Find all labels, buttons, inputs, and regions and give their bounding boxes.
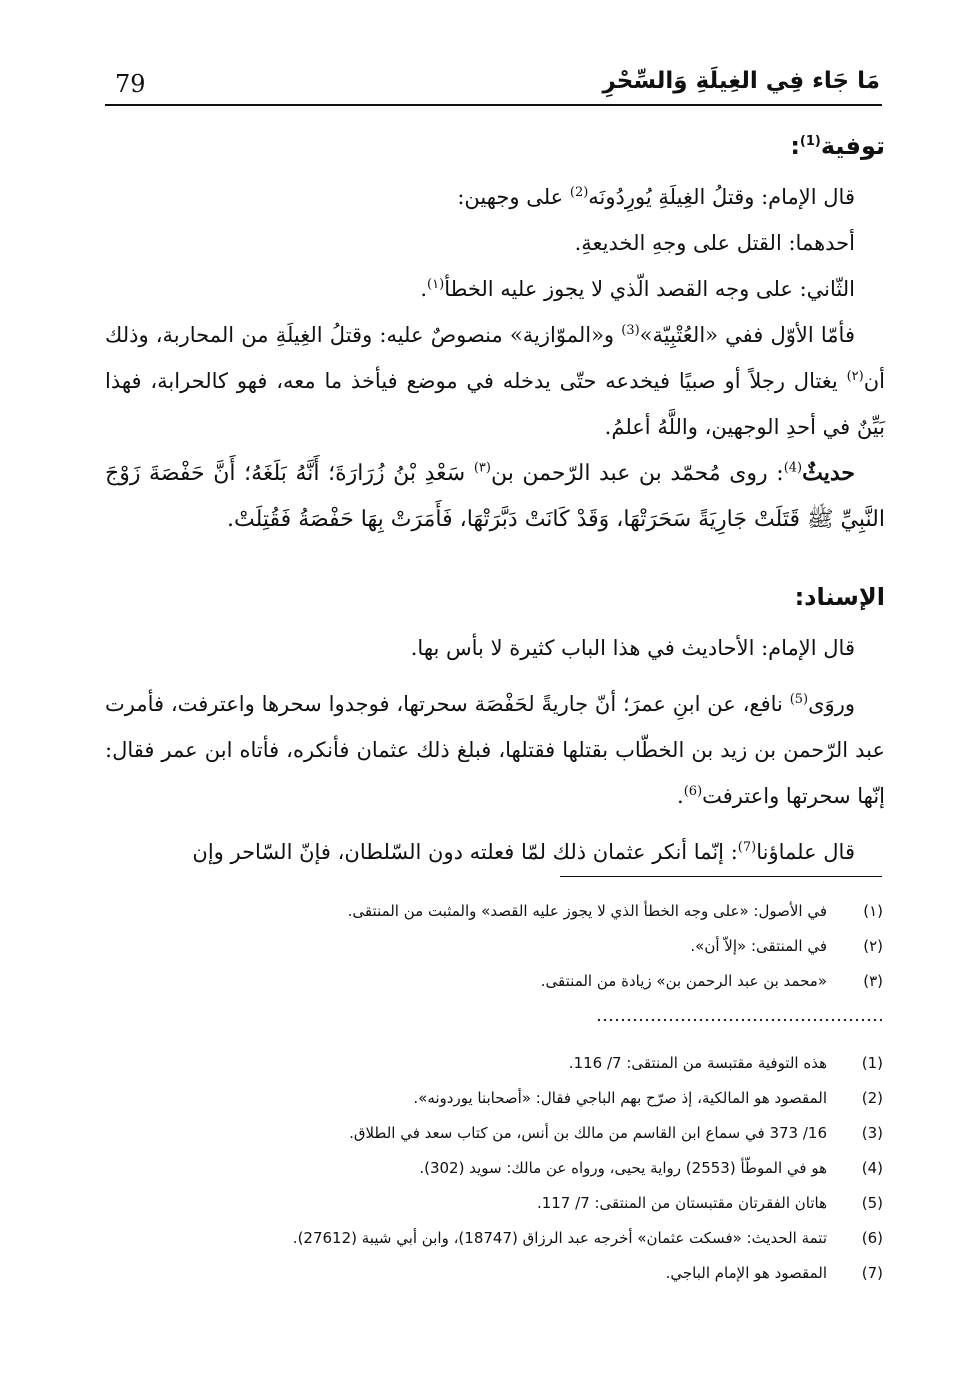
text-run: : إنّما أنكر عثمان ذلك لمّا فعلته دون السّلطان، فإنّ السّاحر وإن xyxy=(192,840,738,864)
text-run: و«الموّازية» منصوصٌ عليه: وقتلُ الغِيلَةِ من المحاربة، وذلك أن xyxy=(105,323,885,393)
footnote xyxy=(150,1186,885,1221)
author-footnotes xyxy=(150,1046,885,1291)
heading-text: توفية xyxy=(820,132,885,160)
footnote-ref: (5) xyxy=(789,692,809,707)
paragraph xyxy=(105,312,885,450)
paragraph xyxy=(105,266,885,312)
footnote-ref: (6) xyxy=(683,784,703,799)
footnote-number: (١) xyxy=(863,902,883,920)
page-number: 79 xyxy=(115,70,146,98)
text-run: نافع، عن ابنِ عمرَ؛ أنّ جاريةً لحَفْصَة سحرتها، فوجدوا سحرها واعترفت، فأمرت عبد الرّحمن بن زيد بن الخطّاب بقتلها فقتلها، فبلغ ذلك عثمان فأنكره، فأتاه ابن عمر فقال: إنّها سحرتها واعترفت xyxy=(105,692,885,808)
footnote xyxy=(150,1046,885,1081)
paragraph xyxy=(105,829,885,875)
footnote xyxy=(150,964,885,999)
footnote-ref: (١) xyxy=(427,277,445,292)
footnote-ref: (1) xyxy=(799,134,821,149)
hadith-paragraph xyxy=(105,450,885,543)
text-run: قال الإمام: وقتلُ الغِيلَةِ يُورِدُونَه xyxy=(588,185,855,209)
text-run: . xyxy=(677,784,684,808)
footnote-number: (2) xyxy=(861,1089,883,1107)
main-text xyxy=(105,118,885,875)
running-title: مَا جَاء فِي الغِيلَةِ وَالسِّحْرِ xyxy=(602,68,880,94)
footnote-ref: (7) xyxy=(737,840,757,855)
footnote-ref: (4) xyxy=(783,460,803,476)
footnote-ref: (3) xyxy=(621,323,640,338)
footnote-text: المقصود هو المالكية، إذ صرّح بهم الباجي فقال: «أصحابنا يوردونه». xyxy=(413,1089,827,1107)
text-run: : روى مُحمّد بن عبد الرّحمن بن xyxy=(490,461,784,486)
text-run: . xyxy=(420,277,428,301)
footnote-text: في المنتقى: «إلاّ أن». xyxy=(690,937,827,955)
spacer xyxy=(105,543,885,569)
footnote-text: هاتان الفقرتان مقتبستان من المنتقى: 7/ 117. xyxy=(536,1194,827,1212)
footnote-number: (1) xyxy=(861,1054,883,1072)
editor-footnotes xyxy=(150,894,885,999)
text-run: سَعْدِ بْنُ زُرَارَةَ؛ أَنَّهُ بَلَغَهُ؛ أَنَّ حَفْصَةَ زَوْجَ النَّبِيِّ ﷺ قَتَلَتْ جَارِيَةً سَحَرَتْهَا، وَقَدْ كَانَتْ دَبَّرَتْهَا، فَأَمَرَتْ بِهَا حَفْصَةُ فَقُتِلَتْ. xyxy=(105,461,885,532)
header-rule xyxy=(105,104,882,106)
paragraph: قال الإمام: الأحاديث في هذا الباب كثيرة لا بأس بها. xyxy=(410,636,855,660)
spacer xyxy=(105,819,885,829)
paragraph xyxy=(105,174,885,220)
footnote-rule xyxy=(560,876,882,877)
section-heading-isnad: الإسناد: xyxy=(794,583,885,611)
footnote-text: «محمد بن عبد الرحمن بن» زيادة من المنتقى. xyxy=(540,972,827,990)
footnote-text: هذه التوفية مقتبسة من المنتقى: 7/ 116. xyxy=(568,1054,827,1072)
text-run: قال علماؤنا xyxy=(756,840,855,864)
paragraph xyxy=(105,681,885,819)
footnote-ref: (٢) xyxy=(846,369,864,384)
footnote xyxy=(150,929,885,964)
text-run: فأمّا الأوّل ففي «العُتْبِيّة» xyxy=(639,323,855,347)
paragraph: أحدهما: القتل على وجهِ الخديعةِ. xyxy=(574,231,855,255)
dotted-separator xyxy=(596,1018,882,1022)
footnote xyxy=(150,1221,885,1256)
footnote-text: في الأصول: «على وجه الخطأ الذي لا يجوز عليه القصد» والمثبت من المنتقى. xyxy=(347,902,827,920)
footnote-text: المقصود هو الإمام الباجي. xyxy=(665,1264,827,1282)
footnote-number: (3) xyxy=(861,1124,883,1142)
text-run: الثّاني: على وجه القصد الّذي لا يجوز عليه الخطأ xyxy=(444,277,855,301)
footnote xyxy=(150,1151,885,1186)
text-run: على وجهين: xyxy=(457,185,570,209)
footnote-text: تتمة الحديث: «فسكت عثمان» أخرجه عبد الرزاق (18747)، وابن أبي شيبة (27612). xyxy=(292,1229,827,1247)
footnote xyxy=(150,1116,885,1151)
footnote-number: (4) xyxy=(861,1159,883,1177)
hadith-label: حديثٌ xyxy=(802,460,855,486)
footnote-text: هو في الموطّأ (2553) رواية يحيى، ورواه عن مالك: سويد (302). xyxy=(419,1159,827,1177)
footnote-number: (7) xyxy=(861,1264,883,1282)
section-heading-tawfiya xyxy=(105,118,885,174)
footnote-number: (٢) xyxy=(863,937,883,955)
heading-colon: : xyxy=(790,132,800,160)
footnote-number: (٣) xyxy=(863,972,883,990)
footnote xyxy=(150,1256,885,1291)
page-header xyxy=(105,62,880,102)
footnote-ref: (2) xyxy=(569,185,589,200)
footnote-text: 16/ 373 في سماع ابن القاسم من مالك بن أنس، من كتاب سعد في الطلاق. xyxy=(349,1124,827,1142)
text-run: يغتال رجلاً أو صبيًا فيخدعه حتّى يدخله في موضع فيأخذ ما معه، فهو كالحرابة، فهذا بَيِّنٌ في أحدِ الوجهين، واللَّهُ أعلمُ. xyxy=(105,369,885,439)
footnote-number: (6) xyxy=(861,1229,883,1247)
footnote-number: (5) xyxy=(861,1194,883,1212)
text-run: وروَى xyxy=(808,692,855,716)
spacer xyxy=(105,671,885,681)
footnote xyxy=(150,894,885,929)
footnote xyxy=(150,1081,885,1116)
footnote-ref: (٣) xyxy=(473,460,491,476)
